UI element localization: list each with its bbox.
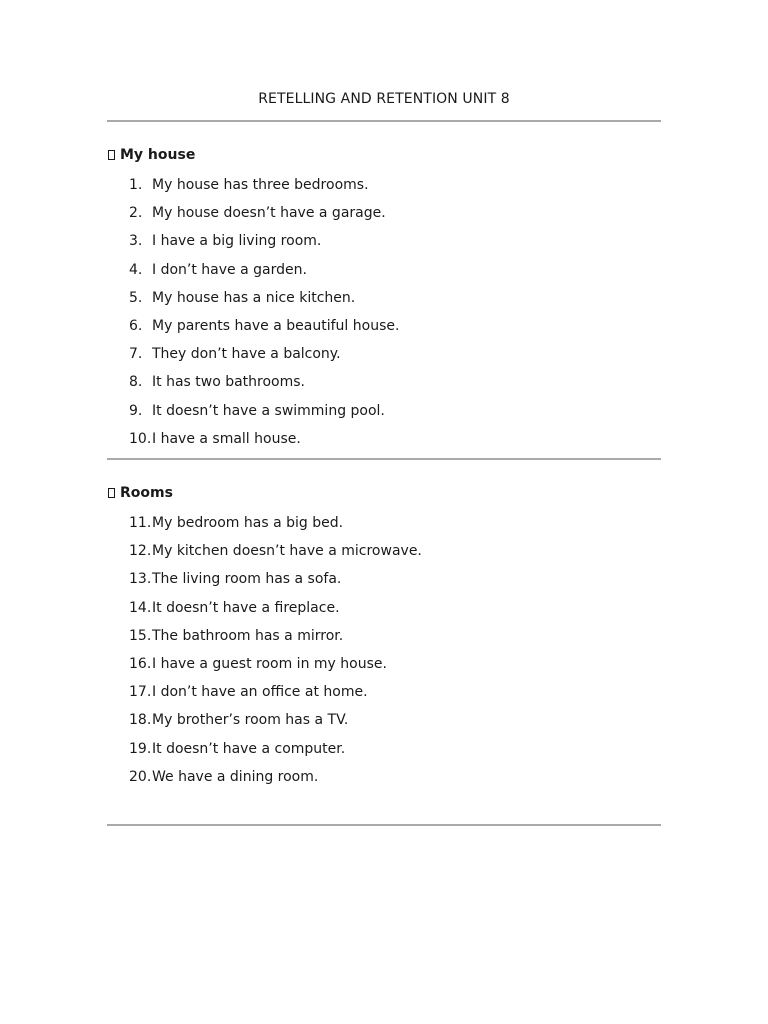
list-item xyxy=(129,768,422,796)
item-number: 1. xyxy=(129,177,143,193)
item-text: I don’t have a garden. xyxy=(152,261,307,278)
list-item xyxy=(129,176,399,204)
item-number: 18. xyxy=(129,712,152,729)
item-text: My house doesn’t have a garage. xyxy=(152,205,386,222)
item-text: It doesn’t have a swimming pool. xyxy=(152,402,385,419)
list-item xyxy=(129,317,399,345)
item-text: It has two bathrooms. xyxy=(152,374,306,391)
list-item xyxy=(129,655,422,683)
list-item xyxy=(129,599,422,627)
item-text: My house has a nice kitchen. xyxy=(152,289,356,306)
list-item xyxy=(129,740,422,768)
item-number: 20. xyxy=(129,768,152,785)
item-text: The bathroom has a mirror. xyxy=(152,627,344,644)
document-title: RETELLING AND RETENTION UNIT 8 xyxy=(258,91,510,107)
item-text: My bedroom has a big bed. xyxy=(152,515,344,531)
my-house-list xyxy=(129,176,399,458)
item-number: 16. xyxy=(129,655,152,672)
list-item xyxy=(129,711,422,739)
item-text: I don’t have an office at home. xyxy=(152,684,368,701)
rooms-list xyxy=(129,514,422,796)
item-number: 7. xyxy=(129,346,143,363)
bullet-icon xyxy=(108,150,115,160)
title-divider xyxy=(107,120,661,122)
item-text: My house has three bedrooms. xyxy=(152,177,369,193)
list-item xyxy=(129,345,399,373)
item-number: 6. xyxy=(129,317,143,334)
bottom-divider xyxy=(107,824,661,826)
item-text: They don’t have a balcony. xyxy=(152,346,341,363)
section-heading-label: Rooms xyxy=(120,485,173,501)
item-text: My brother’s room has a TV. xyxy=(152,712,349,729)
list-item xyxy=(129,373,399,401)
item-number: 9. xyxy=(129,402,143,419)
item-number: 5. xyxy=(129,289,143,306)
item-number: 8. xyxy=(129,374,143,391)
item-number: 19. xyxy=(129,740,152,757)
item-number: 10. xyxy=(129,430,152,447)
section-divider xyxy=(107,458,661,460)
item-text: It doesn’t have a fireplace. xyxy=(152,599,340,616)
item-number: 14. xyxy=(129,599,152,616)
item-text: My kitchen doesn’t have a microwave. xyxy=(152,543,422,560)
section-heading-label: My house xyxy=(120,147,196,163)
item-text: I have a small house. xyxy=(152,430,301,447)
item-text: I have a big living room. xyxy=(152,233,322,250)
item-text: I have a guest room in my house. xyxy=(152,655,387,672)
list-item xyxy=(129,542,422,570)
item-text: It doesn’t have a computer. xyxy=(152,740,346,757)
list-item xyxy=(129,204,399,232)
section-heading-my-house xyxy=(107,147,195,163)
list-item xyxy=(129,683,422,711)
item-number: 4. xyxy=(129,261,143,278)
list-item xyxy=(129,289,399,317)
list-item xyxy=(129,232,399,260)
item-text: My parents have a beautiful house. xyxy=(152,317,400,334)
item-text: We have a dining room. xyxy=(152,768,319,785)
list-item xyxy=(129,514,422,542)
section-heading-rooms xyxy=(107,485,173,501)
list-item xyxy=(129,402,399,430)
item-number: 3. xyxy=(129,233,143,250)
item-number: 2. xyxy=(129,205,143,222)
list-item xyxy=(129,570,422,598)
item-number: 17. xyxy=(129,684,152,701)
list-item xyxy=(129,627,422,655)
item-number: 12. xyxy=(129,543,152,560)
item-number: 13. xyxy=(129,571,152,588)
item-number: 15. xyxy=(129,627,152,644)
list-item xyxy=(129,430,399,458)
item-number: 11. xyxy=(129,515,152,531)
item-text: The living room has a sofa. xyxy=(152,571,342,588)
list-item xyxy=(129,261,399,289)
bullet-icon xyxy=(108,488,115,498)
